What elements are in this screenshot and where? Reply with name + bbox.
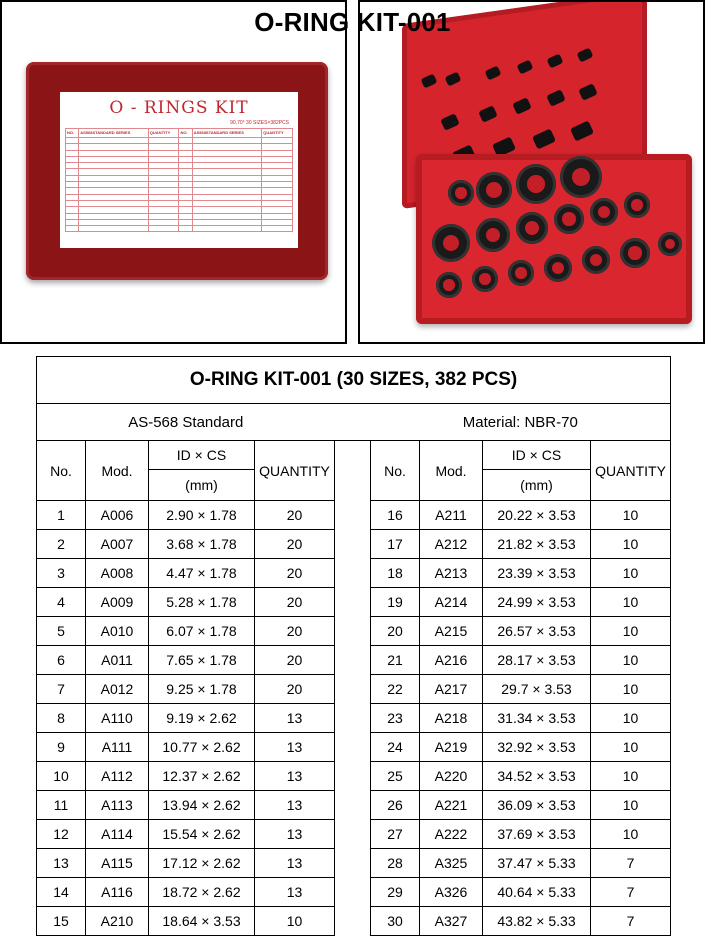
cell-mod: A010 bbox=[86, 617, 149, 646]
cell-mod: A012 bbox=[86, 675, 149, 704]
standard-label: AS-568 Standard bbox=[37, 404, 335, 441]
cell-idcs: 9.25 × 1.78 bbox=[149, 675, 255, 704]
column-gap bbox=[335, 849, 371, 878]
cell-idcs: 7.65 × 1.78 bbox=[149, 646, 255, 675]
case-base bbox=[416, 154, 692, 324]
cell-no: 4 bbox=[37, 588, 86, 617]
oring bbox=[448, 180, 474, 206]
cell-mod-right: A213 bbox=[420, 559, 483, 588]
cell-no: 6 bbox=[37, 646, 86, 675]
label-table-row bbox=[66, 226, 293, 232]
cell-idcs: 12.37 × 2.62 bbox=[149, 762, 255, 791]
cell-qty-right: 10 bbox=[591, 617, 671, 646]
cell-no: 11 bbox=[37, 791, 86, 820]
cell-no-right: 27 bbox=[371, 820, 420, 849]
column-gap bbox=[335, 704, 371, 733]
cell-mod-right: A326 bbox=[420, 878, 483, 907]
col-no: No. bbox=[37, 441, 86, 501]
closed-case bbox=[26, 62, 328, 280]
info-gap bbox=[335, 404, 371, 441]
cell-idcs: 18.72 × 2.62 bbox=[149, 878, 255, 907]
oring bbox=[472, 266, 498, 292]
label-col-series: AS568STANDARD SERIES bbox=[79, 129, 149, 138]
cell-no: 5 bbox=[37, 617, 86, 646]
column-gap bbox=[335, 617, 371, 646]
cell-no-right: 26 bbox=[371, 791, 420, 820]
cell-mod: A113 bbox=[86, 791, 149, 820]
col-unit-right: (mm) bbox=[483, 470, 591, 501]
cell-mod-right: A217 bbox=[420, 675, 483, 704]
oring bbox=[516, 212, 548, 244]
cell-mod: A116 bbox=[86, 878, 149, 907]
cell-qty: 13 bbox=[255, 791, 335, 820]
cell-no: 9 bbox=[37, 733, 86, 762]
material-label: Material: NBR-70 bbox=[371, 404, 671, 441]
table-row bbox=[37, 675, 671, 704]
cell-no: 12 bbox=[37, 820, 86, 849]
cell-no: 2 bbox=[37, 530, 86, 559]
cell-mod-right: A216 bbox=[420, 646, 483, 675]
label-col-qty-2: QUANTITY bbox=[262, 129, 293, 138]
cell-qty-right: 7 bbox=[591, 878, 671, 907]
oring bbox=[624, 192, 650, 218]
cell-qty-right: 10 bbox=[591, 588, 671, 617]
label-table-cell bbox=[66, 226, 79, 232]
cell-no: 10 bbox=[37, 762, 86, 791]
cell-mod: A011 bbox=[86, 646, 149, 675]
cell-mod-right: A325 bbox=[420, 849, 483, 878]
open-case-photo bbox=[358, 0, 705, 344]
cell-qty-right: 10 bbox=[591, 791, 671, 820]
col-mod-right: Mod. bbox=[420, 441, 483, 501]
cell-idcs-right: 24.99 × 3.53 bbox=[483, 588, 591, 617]
closed-case-photo bbox=[0, 0, 347, 344]
cell-mod: A006 bbox=[86, 501, 149, 530]
cell-mod-right: A215 bbox=[420, 617, 483, 646]
cell-idcs-right: 26.57 × 3.53 bbox=[483, 617, 591, 646]
label-table-cell bbox=[179, 226, 192, 232]
page-title: O-RING KIT-001 bbox=[254, 7, 451, 37]
cell-qty: 20 bbox=[255, 530, 335, 559]
table-row bbox=[37, 791, 671, 820]
cell-mod-right: A218 bbox=[420, 704, 483, 733]
cell-idcs: 10.77 × 2.62 bbox=[149, 733, 255, 762]
col-no-right: No. bbox=[371, 441, 420, 501]
oring bbox=[620, 238, 650, 268]
table-row bbox=[37, 762, 671, 791]
cell-qty: 10 bbox=[255, 907, 335, 936]
cell-no-right: 16 bbox=[371, 501, 420, 530]
oring bbox=[544, 254, 572, 282]
cell-idcs: 6.07 × 1.78 bbox=[149, 617, 255, 646]
cell-idcs-right: 29.7 × 3.53 bbox=[483, 675, 591, 704]
cell-no: 1 bbox=[37, 501, 86, 530]
cell-qty: 13 bbox=[255, 878, 335, 907]
cell-no-right: 29 bbox=[371, 878, 420, 907]
oring bbox=[560, 156, 602, 198]
cell-qty: 20 bbox=[255, 646, 335, 675]
oring bbox=[582, 246, 610, 274]
cell-idcs: 17.12 × 2.62 bbox=[149, 849, 255, 878]
table-header-row bbox=[37, 441, 671, 470]
cell-qty: 20 bbox=[255, 617, 335, 646]
cell-idcs: 2.90 × 1.78 bbox=[149, 501, 255, 530]
cell-mod-right: A214 bbox=[420, 588, 483, 617]
cell-qty: 20 bbox=[255, 559, 335, 588]
cell-mod-right: A221 bbox=[420, 791, 483, 820]
cell-qty-right: 7 bbox=[591, 849, 671, 878]
label-table-cell bbox=[79, 226, 149, 232]
cell-qty-right: 10 bbox=[591, 820, 671, 849]
cell-no-right: 25 bbox=[371, 762, 420, 791]
cell-qty-right: 10 bbox=[591, 675, 671, 704]
table-row bbox=[37, 907, 671, 936]
cell-idcs-right: 37.69 × 3.53 bbox=[483, 820, 591, 849]
table-row bbox=[37, 646, 671, 675]
cell-mod: A111 bbox=[86, 733, 149, 762]
cell-idcs-right: 32.92 × 3.53 bbox=[483, 733, 591, 762]
table-row bbox=[37, 559, 671, 588]
cell-idcs: 5.28 × 1.78 bbox=[149, 588, 255, 617]
cell-idcs-right: 28.17 × 3.53 bbox=[483, 646, 591, 675]
cell-idcs: 18.64 × 3.53 bbox=[149, 907, 255, 936]
cell-no: 14 bbox=[37, 878, 86, 907]
col-idcs-right: ID × CS bbox=[483, 441, 591, 470]
column-gap bbox=[335, 559, 371, 588]
col-mod: Mod. bbox=[86, 441, 149, 501]
cell-qty-right: 7 bbox=[591, 907, 671, 936]
cell-qty-right: 10 bbox=[591, 530, 671, 559]
oring bbox=[432, 224, 470, 262]
cell-mod: A007 bbox=[86, 530, 149, 559]
cell-idcs-right: 31.34 × 3.53 bbox=[483, 704, 591, 733]
cell-mod: A115 bbox=[86, 849, 149, 878]
oring bbox=[516, 164, 556, 204]
cell-qty-right: 10 bbox=[591, 733, 671, 762]
cell-mod: A210 bbox=[86, 907, 149, 936]
label-title: O - RINGS KIT bbox=[109, 98, 249, 118]
cell-mod-right: A219 bbox=[420, 733, 483, 762]
cell-idcs: 13.94 × 2.62 bbox=[149, 791, 255, 820]
case-label bbox=[60, 92, 298, 248]
oring bbox=[590, 198, 618, 226]
col-qty: QUANTITY bbox=[255, 441, 335, 501]
cell-no: 7 bbox=[37, 675, 86, 704]
cell-mod: A008 bbox=[86, 559, 149, 588]
cell-no-right: 30 bbox=[371, 907, 420, 936]
cell-qty-right: 10 bbox=[591, 704, 671, 733]
cell-idcs: 15.54 × 2.62 bbox=[149, 820, 255, 849]
cell-qty-right: 10 bbox=[591, 501, 671, 530]
cell-qty: 20 bbox=[255, 501, 335, 530]
column-gap bbox=[335, 907, 371, 936]
cell-idcs-right: 23.39 × 3.53 bbox=[483, 559, 591, 588]
cell-no-right: 19 bbox=[371, 588, 420, 617]
table-row bbox=[37, 820, 671, 849]
col-unit: (mm) bbox=[149, 470, 255, 501]
col-qty-right: QUANTITY bbox=[591, 441, 671, 501]
cell-qty: 20 bbox=[255, 588, 335, 617]
table-row bbox=[37, 530, 671, 559]
column-gap bbox=[335, 820, 371, 849]
cell-mod: A114 bbox=[86, 820, 149, 849]
cell-no: 8 bbox=[37, 704, 86, 733]
label-subtitle: 90,70° 30 SIZES×382PCS bbox=[230, 120, 289, 126]
cell-qty: 20 bbox=[255, 675, 335, 704]
cell-mod: A110 bbox=[86, 704, 149, 733]
cell-no-right: 20 bbox=[371, 617, 420, 646]
table-row bbox=[37, 588, 671, 617]
cell-no-right: 17 bbox=[371, 530, 420, 559]
oring bbox=[476, 218, 510, 252]
column-gap bbox=[335, 646, 371, 675]
label-col-no-2: NO. bbox=[179, 129, 192, 138]
cell-idcs-right: 34.52 × 3.53 bbox=[483, 762, 591, 791]
cell-idcs-right: 21.82 × 3.53 bbox=[483, 530, 591, 559]
table-row bbox=[37, 617, 671, 646]
cell-qty: 13 bbox=[255, 820, 335, 849]
cell-idcs-right: 36.09 × 3.53 bbox=[483, 791, 591, 820]
column-gap bbox=[335, 530, 371, 559]
label-col-no: NO. bbox=[66, 129, 79, 138]
oring bbox=[476, 172, 512, 208]
cell-qty: 13 bbox=[255, 733, 335, 762]
cell-idcs-right: 20.22 × 3.53 bbox=[483, 501, 591, 530]
cell-no-right: 24 bbox=[371, 733, 420, 762]
column-gap bbox=[335, 762, 371, 791]
column-gap bbox=[335, 501, 371, 530]
cell-qty-right: 10 bbox=[591, 646, 671, 675]
cell-no: 13 bbox=[37, 849, 86, 878]
cell-no: 3 bbox=[37, 559, 86, 588]
cell-mod-right: A327 bbox=[420, 907, 483, 936]
cell-idcs: 9.19 × 2.62 bbox=[149, 704, 255, 733]
label-table bbox=[65, 128, 293, 232]
cell-qty: 13 bbox=[255, 704, 335, 733]
cell-no-right: 21 bbox=[371, 646, 420, 675]
cell-mod: A009 bbox=[86, 588, 149, 617]
oring bbox=[658, 232, 682, 256]
open-case bbox=[402, 16, 692, 326]
cell-idcs-right: 37.47 × 5.33 bbox=[483, 849, 591, 878]
column-gap bbox=[335, 733, 371, 762]
cell-mod-right: A220 bbox=[420, 762, 483, 791]
column-gap bbox=[335, 441, 371, 501]
cell-no: 15 bbox=[37, 907, 86, 936]
label-table-header bbox=[66, 129, 293, 138]
col-idcs: ID × CS bbox=[149, 441, 255, 470]
oring bbox=[554, 204, 584, 234]
label-table-cell bbox=[262, 226, 293, 232]
column-gap bbox=[335, 588, 371, 617]
table-info-row bbox=[37, 404, 671, 441]
table-row bbox=[37, 733, 671, 762]
cell-qty-right: 10 bbox=[591, 762, 671, 791]
cell-no-right: 22 bbox=[371, 675, 420, 704]
cell-mod-right: A211 bbox=[420, 501, 483, 530]
cell-mod-right: A222 bbox=[420, 820, 483, 849]
cell-no-right: 18 bbox=[371, 559, 420, 588]
table-row bbox=[37, 849, 671, 878]
spec-table bbox=[36, 356, 671, 936]
table-row bbox=[37, 704, 671, 733]
cell-qty-right: 10 bbox=[591, 559, 671, 588]
cell-qty: 13 bbox=[255, 762, 335, 791]
cell-mod-right: A212 bbox=[420, 530, 483, 559]
label-table-cell bbox=[192, 226, 262, 232]
cell-idcs-right: 40.64 × 5.33 bbox=[483, 878, 591, 907]
column-gap bbox=[335, 878, 371, 907]
cell-idcs: 3.68 × 1.78 bbox=[149, 530, 255, 559]
label-table-cell bbox=[148, 226, 179, 232]
table-row bbox=[37, 878, 671, 907]
table-title-row bbox=[37, 357, 671, 404]
cell-idcs: 4.47 × 1.78 bbox=[149, 559, 255, 588]
label-col-series-2: AS568STANDARD SERIES bbox=[192, 129, 262, 138]
table-title: O-RING KIT-001 (30 SIZES, 382 PCS) bbox=[37, 357, 671, 404]
cell-qty: 13 bbox=[255, 849, 335, 878]
cell-no-right: 23 bbox=[371, 704, 420, 733]
label-col-qty: QUANTITY bbox=[148, 129, 179, 138]
column-gap bbox=[335, 675, 371, 704]
oring bbox=[436, 272, 462, 298]
column-gap bbox=[335, 791, 371, 820]
table-row bbox=[37, 501, 671, 530]
cell-mod: A112 bbox=[86, 762, 149, 791]
cell-idcs-right: 43.82 × 5.33 bbox=[483, 907, 591, 936]
cell-no-right: 28 bbox=[371, 849, 420, 878]
oring bbox=[508, 260, 534, 286]
